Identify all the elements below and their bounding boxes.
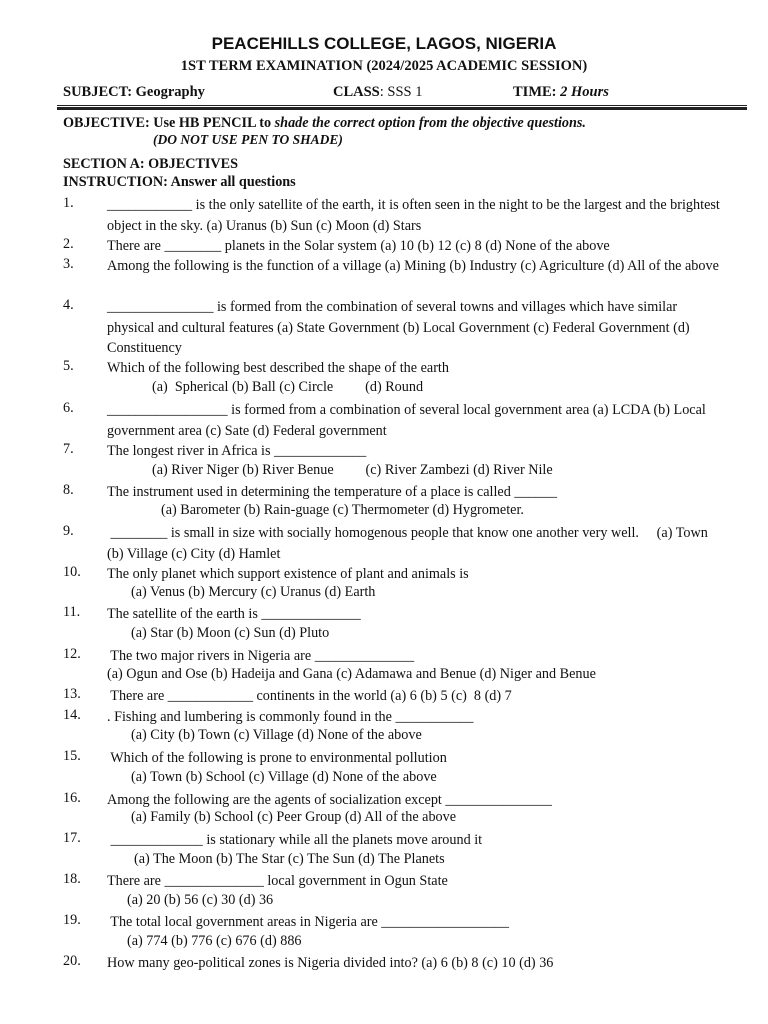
section-instruction: INSTRUCTION: Answer all questions xyxy=(63,174,296,190)
header-rule-thick xyxy=(57,107,747,110)
time-label: TIME: xyxy=(513,84,557,100)
question-options: (a) River Niger (b) River Benue (c) River Zambezi (d) River Nile xyxy=(152,462,553,478)
question-text: There are ____________ continents in the world (a) 6 (b) 5 (c) 8 (d) 7 xyxy=(107,688,512,704)
exam-title: 1ST TERM EXAMINATION (2024/2025 ACADEMIC SESSION) xyxy=(180,58,588,74)
time-line xyxy=(513,84,609,101)
question-number: 10. xyxy=(63,564,81,580)
question-number: 14. xyxy=(63,707,81,723)
question-number: 16. xyxy=(63,790,81,806)
school-name: PEACEHILLS COLLEGE, LAGOS, NIGERIA xyxy=(211,34,557,53)
question-text: Among the following are the agents of socialization except _______________ xyxy=(107,792,552,808)
class-label: CLASS xyxy=(333,84,380,100)
question-options: (a) Family (b) School (c) Peer Group (d) All of the above xyxy=(131,809,457,825)
question-text: The satellite of the earth is ______________ xyxy=(107,606,361,622)
question-text: _________________ is formed from a combination of several local government area (a) LCDA (b) Local government area (c) Sate (d) Federal government xyxy=(107,402,706,439)
question-number: 1. xyxy=(63,195,74,211)
header-rule-thin xyxy=(57,105,747,106)
question-text: Among the following is the function of a village (a) Mining (b) Industry (c) Agriculture (d) All of the above xyxy=(107,258,719,274)
question-number: 19. xyxy=(63,912,81,928)
question-number: 18. xyxy=(63,871,81,887)
question-options: (a) Barometer (b) Rain-guage (c) Thermometer (d) Hygrometer. xyxy=(161,502,524,518)
question-number: 5. xyxy=(63,358,74,374)
question-text: There are ________ planets in the Solar system (a) 10 (b) 12 (c) 8 (d) None of the above xyxy=(107,238,610,254)
class-line xyxy=(333,84,422,101)
question-options: (a) Star (b) Moon (c) Sun (d) Pluto xyxy=(131,625,330,641)
question-text: ________ is small in size with socially homogenous people that know one another very well. (a) Town (b) Village (c) City (d) Hamlet xyxy=(107,525,712,562)
question-text: _______________ is formed from the combination of several towns and villages which have similar physical and cultural features (a) State Government (b) Local Government (c) Federal Government (d) Constituency xyxy=(107,299,690,356)
question-options: (a) The Moon (b) The Star (c) The Sun (d) The Planets xyxy=(134,851,445,867)
class-value: : SSS 1 xyxy=(379,84,423,100)
subject-label: SUBJECT: xyxy=(63,84,133,100)
question-options: (a) Venus (b) Mercury (c) Uranus (d) Earth xyxy=(131,584,376,600)
question-options: (a) Ogun and Ose (b) Hadeija and Gana (c) Adamawa and Benue (d) Niger and Benue xyxy=(107,666,596,682)
question-text: ____________ is the only satellite of the earth, it is often seen in the night to be the largest and the brightest object in the sky. (a) Uranus (b) Sun (c) Moon (d) Stars xyxy=(107,197,720,234)
objective-instruction xyxy=(63,115,586,132)
objective-note: (DO NOT USE PEN TO SHADE) xyxy=(153,132,343,147)
question-number: 4. xyxy=(63,297,74,313)
question-text: . Fishing and lumbering is commonly found in the ___________ xyxy=(107,709,474,725)
question-options: (a) 20 (b) 56 (c) 30 (d) 36 xyxy=(127,892,274,908)
objective-lead: OBJECTIVE: Use HB PENCIL to xyxy=(63,115,272,131)
subject-line xyxy=(63,84,205,101)
question-number: 20. xyxy=(63,953,81,969)
question-text: The instrument used in determining the temperature of a place is called ______ xyxy=(107,484,557,500)
question-number: 9. xyxy=(63,523,74,539)
question-text: The two major rivers in Nigeria are ______________ xyxy=(107,648,415,664)
question-number: 7. xyxy=(63,441,74,457)
time-value: 2 Hours xyxy=(560,84,609,100)
question-number: 15. xyxy=(63,748,81,764)
question-number: 12. xyxy=(63,646,81,662)
section-title: SECTION A: OBJECTIVES xyxy=(63,156,239,172)
question-text: _____________ is stationary while all the planets move around it xyxy=(107,832,483,848)
question-number: 6. xyxy=(63,400,74,416)
question-text: There are ______________ local government in Ogun State xyxy=(107,873,448,889)
question-number: 17. xyxy=(63,830,81,846)
question-number: 13. xyxy=(63,686,81,702)
question-options: (a) 774 (b) 776 (c) 676 (d) 886 xyxy=(127,933,302,949)
question-number: 8. xyxy=(63,482,74,498)
question-options: (a) City (b) Town (c) Village (d) None of the above xyxy=(131,727,422,743)
question-options: (a) Town (b) School (c) Village (d) None of the above xyxy=(131,769,437,785)
question-number: 11. xyxy=(63,604,81,620)
question-options: (a) Spherical (b) Ball (c) Circle (d) Round xyxy=(152,379,424,395)
question-text: The only planet which support existence of plant and animals is xyxy=(107,566,469,582)
question-number: 3. xyxy=(63,256,74,272)
question-text: Which of the following is prone to environmental pollution xyxy=(107,750,447,766)
question-text: Which of the following best described the shape of the earth xyxy=(107,360,449,376)
objective-rest: shade the correct option from the objective questions. xyxy=(274,115,586,131)
question-text: How many geo-political zones is Nigeria divided into? (a) 6 (b) 8 (c) 10 (d) 36 xyxy=(107,955,554,971)
subject-value: Geography xyxy=(135,84,205,100)
question-text: The longest river in Africa is _____________ xyxy=(107,443,367,459)
question-number: 2. xyxy=(63,236,74,252)
question-text: The total local government areas in Nigeria are __________________ xyxy=(107,914,509,930)
